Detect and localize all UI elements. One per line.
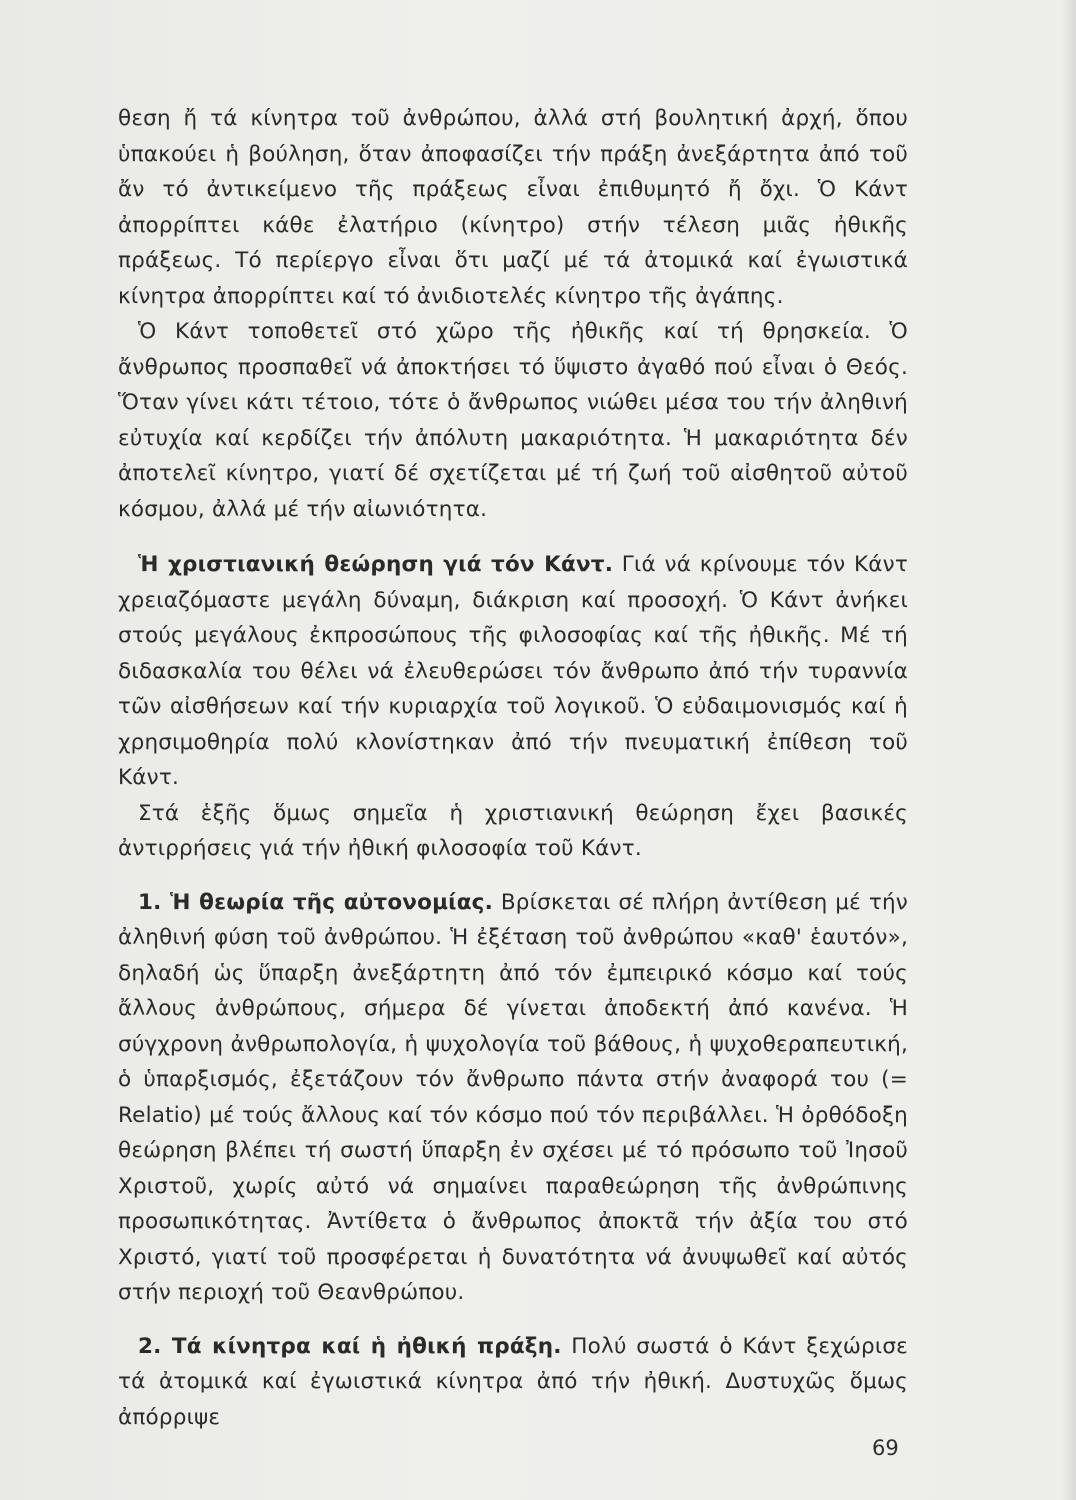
section-christian-view-text: Γιά νά κρίνουμε τόν Κάντ χρειαζόμαστε μεγάλη δύναμη, διάκριση καί προσοχή. Ὁ Κάντ ἀνήκει στούς μεγάλους ἐκπροσώπους τῆς φιλοσοφίας καί τῆς ἠθικῆς. Μέ τή διδασκαλία του θέλει νά ἐλευθερώσει τόν ἄνθρωπο ἀπό τήν τυραννία τῶν αἰσθήσεων καί τήν κυριαρχία τοῦ λογικοῦ. Ὁ εὐδαιμονισμός καί ἡ χρησιμοθηρία πολύ κλονίστηκαν ἀπό τήν πνευματική ἐπίθεση τοῦ Κάντ. [118, 552, 908, 790]
section-motives-ethics-text: Πολύ σωστά ὁ Κάντ ξεχώρισε τά ἀτομικά καί ἐγωιστικά κίνητρα ἀπό τήν ἠθική. Δυστυχῶς ὅμως ἀπόρριψε [118, 1333, 909, 1430]
section-heading-motives-ethics: 2. Τά κίνητρα καί ἡ ἠθική πράξη. [138, 1333, 562, 1359]
section-heading-christian-view: Ἡ χριστιανική θεώρηση γιά τόν Κάντ. [138, 552, 614, 577]
section-motives-ethics [118, 1329, 908, 1436]
paragraph-kant-religion: Ὁ Κάντ τοποθετεῖ στό χῶρο τῆς ἠθικῆς καί τή θρησκεία. Ὁ ἄνθρωπος προσπαθεῖ νά ἀποκτήσει τό ὕψιστο ἀγαθό πού εἶναι ὁ Θεός. Ὅταν γίνει κάτι τέτοιο, τότε ὁ ἄνθρωπος νιώθει μέσα του τήν ἀληθινή εὐτυχία καί κερδίζει τήν ἀπόλυτη μακαριότητα. Ἡ μακαριότητα δέν ἀποτελεῖ κίνητρο, γιατί δέ σχετίζεται μέ τή ζωή τοῦ αἰσθητοῦ αὐτοῦ κόσμου, ἀλλά μέ τήν αἰωνιότητα. [118, 319, 908, 522]
page-number: 69 [872, 1436, 899, 1460]
page-text [118, 101, 908, 1435]
page-edge-shadow [1062, 0, 1076, 1500]
section-christian-view [118, 547, 908, 796]
paragraph-objections: Στά ἑξῆς ὅμως σημεῖα ἡ χριστιανική θεώρηση ἔχει βασικές ἀντιρρήσεις γιά τήν ἠθική φιλοσοφία τοῦ Κάντ. [118, 800, 908, 861]
section-gap [118, 1311, 908, 1329]
section-heading-autonomy: 1. Ἡ θεωρία τῆς αὐτονομίας. [138, 889, 493, 915]
section-gap [118, 527, 908, 547]
section-autonomy-text: Βρίσκεται σέ πλήρη ἀντίθεση μέ τήν ἀληθινή φύση τοῦ ἀνθρώπου. Ἡ ἐξέταση τοῦ ἀνθρώπου «καθ' ἑαυτόν», δηλαδή ὡς ὕπαρξη ἀνεξάρτητη ἀπό τόν ἐμπειρικό κόσμο καί τούς ἄλλους ἀνθρώπους, σήμερα δέ γίνεται ἀποδεκτή ἀπό κανένα. Ἡ σύγχρονη ἀνθρωπολογία, ἡ ψυχολογία τοῦ βάθους, ἡ ψυχοθεραπευτική, ὁ ὑπαρξισμός, ἐξετάζουν τόν ἄνθρωπο πάντα στήν ἀναφορά του (= Relatio) μέ τούς ἄλλους καί τόν κόσμο πού τόν περιβάλλει. Ἡ ὀρθόδοξη θεώρηση βλέπει τή σωστή ὕπαρξη ἐν σχέσει μέ τό πρόσωπο τοῦ Ἰησοῦ Χριστοῦ, χωρίς αὐτό νά σημαίνει παραθεώρηση τῆς ἀνθρώπινης προσωπικότητας. Ἀντίθετα ὁ ἄνθρωπος ἀποκτᾶ τήν ἀξία του στό Χριστό, γιατί τοῦ προσφέρεται ἡ δυνατότητα νά ἀνυψωθεῖ καί αὐτός στήν περιοχή τοῦ Θεανθρώπου. [118, 889, 908, 1305]
paragraph-kant-motives: θεση ἤ τά κίνητρα τοῦ ἀνθρώπου, ἀλλά στή βουλητική ἀρχή, ὅπου ὑπακούει ἡ βούληση, ὅταν ἀποφασίζει τήν πράξη ἀνεξάρτητα ἀπό τοῦ ἄν τό ἀντικείμενο τῆς πράξεως εἶναι ἐπιθυμητό ἤ ὄχι. Ὁ Κάντ ἀπορρίπτει κάθε ἐλατήριο (κίνητρο) στήν τέλεση μιᾶς ἠθικῆς πράξεως. Τό περίεργο εἶναι ὅτι μαζί μέ τά ἀτομικά καί ἐγωιστικά κίνητρα ἀπορρίπτει καί τό ἀνιδιοτελές κίνητρο τῆς ἀγάπης. [118, 106, 908, 309]
section-autonomy [118, 885, 908, 1311]
section-gap [118, 867, 908, 885]
